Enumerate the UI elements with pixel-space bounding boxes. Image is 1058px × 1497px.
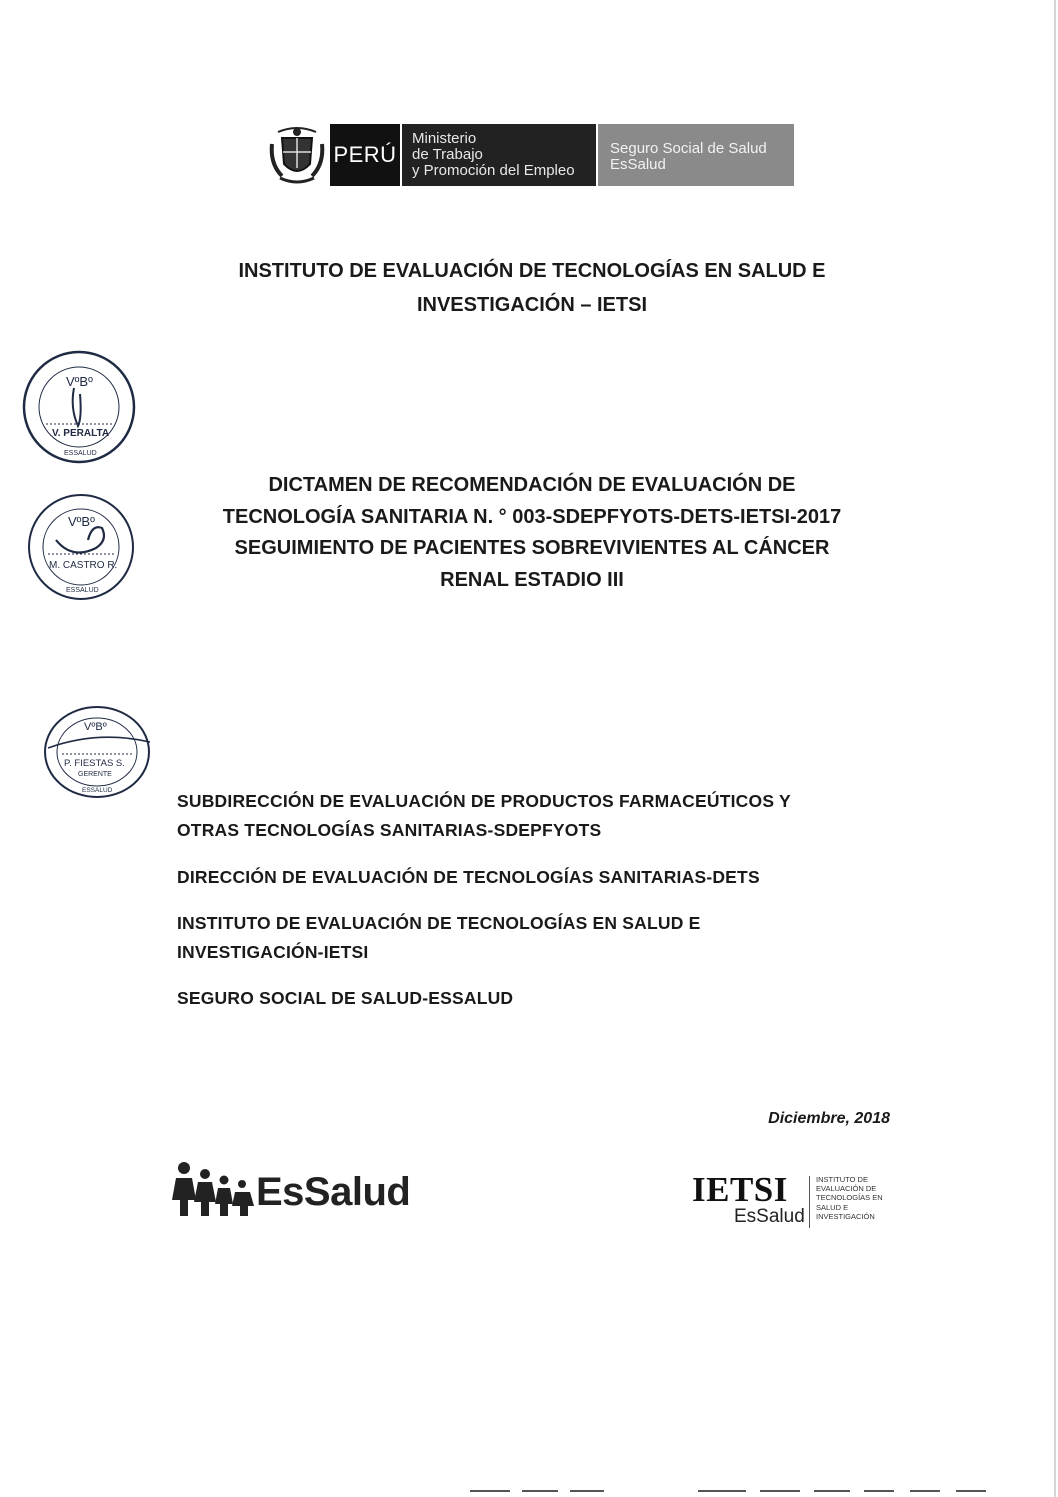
department-sdepfyots: SUBDIRECCIÓN DE EVALUACIÓN DE PRODUCTOS FARMACEÚTICOS Y OTRAS TECNOLOGÍAS SANITARIAS-SDEPFYOTS (177, 791, 791, 840)
dictamen-title: DICTAMEN DE RECOMENDACIÓN DE EVALUACIÓN DE TECNOLOGÍA SANITARIA N. ° 003-SDEPFYOTS-DETS-IETSI-2017 SEGUIMIENTO DE PACIENTES SOBREVIVIENTES AL CÁNCER RENAL ESTADIO III (222, 474, 842, 591)
stamp-mark: VºBº (66, 374, 93, 389)
ietsi-wordmark: IETSI (692, 1170, 788, 1209)
stamp-mark: VºBº (68, 514, 95, 529)
stamp-org: ESSALUD (64, 450, 97, 457)
seguro-social-label: Seguro Social de Salud EsSalud (598, 124, 794, 186)
scan-edge (1054, 0, 1056, 1497)
institute-title: INSTITUTO DE EVALUACIÓN DE TECNOLOGÍAS EN SALUD E INVESTIGACIÓN – IETSI (238, 260, 826, 316)
approval-stamp-peralta (20, 348, 138, 466)
stamp-org: ESSALUD (82, 787, 113, 794)
stamp-org: ESSALUD (66, 587, 99, 594)
ietsi-divider (809, 1176, 810, 1228)
ietsi-description: INSTITUTO DE EVALUACIÓN DE TECNOLOGÍAS EN SALUD E INVESTIGACIÓN (816, 1175, 883, 1221)
peru-label: PERÚ (330, 124, 400, 186)
department-ietsi: INSTITUTO DE EVALUACIÓN DE TECNOLOGÍAS EN SALUD E INVESTIGACIÓN-IETSI (177, 913, 701, 962)
essalud-logo (172, 1158, 410, 1216)
ietsi-logo (692, 1172, 902, 1230)
family-figures-icon (172, 1160, 254, 1216)
stamp-mark: VºBº (84, 721, 107, 733)
peru-coat-of-arms-icon (268, 124, 326, 186)
essalud-logo-text: EsSalud (256, 1170, 411, 1214)
stamp-name: P. FIESTAS S. (64, 758, 125, 769)
approval-stamp-fiestas (38, 702, 156, 820)
ministry-label: Ministerio de Trabajo y Promoción del Empleo (402, 124, 596, 186)
department-essalud: SEGURO SOCIAL DE SALUD-ESSALUD (177, 988, 514, 1008)
scan-artifact-dashes (470, 1488, 1030, 1494)
stamp-name: M. CASTRO R. (49, 560, 118, 571)
approval-stamp-castro (22, 488, 140, 606)
department-dets: DIRECCIÓN DE EVALUACIÓN DE TECNOLOGÍAS SANITARIAS-DETS (177, 867, 760, 887)
document-date: Diciembre, 2018 (768, 1110, 890, 1127)
ietsi-essalud-text: EsSalud (734, 1206, 805, 1227)
stamp-name: V. PERALTA (52, 428, 110, 439)
stamp-role: GERENTE (78, 771, 112, 778)
